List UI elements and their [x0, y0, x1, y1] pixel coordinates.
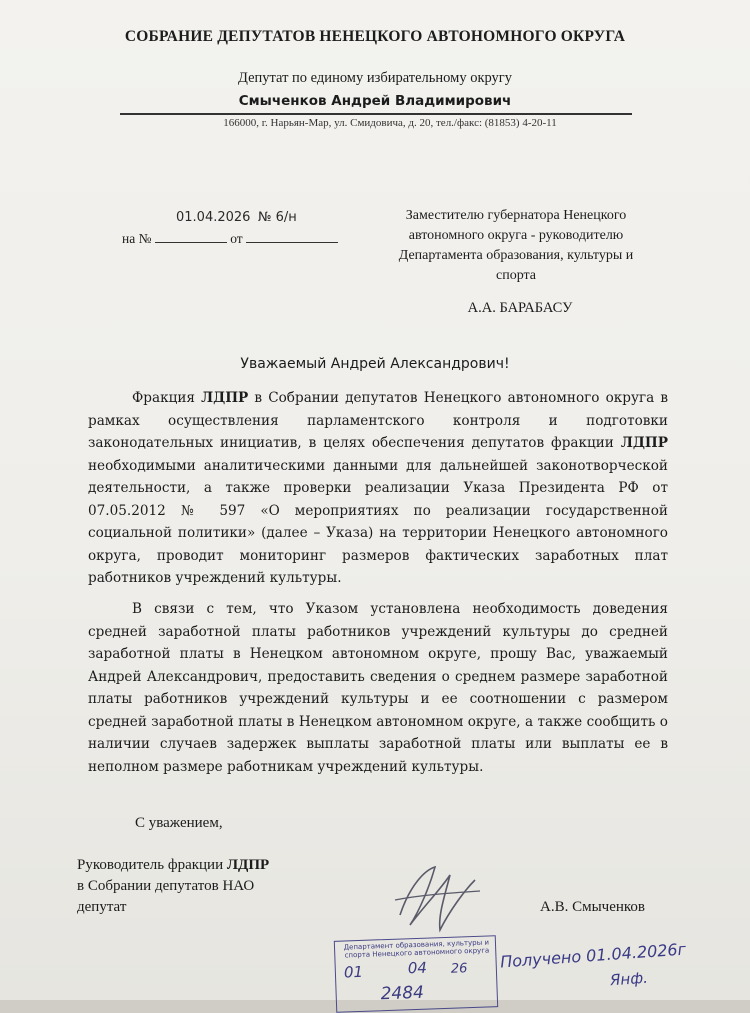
deputy-name: Смыченков Андрей Владимирович — [238, 93, 512, 109]
received-initials: Янф. — [609, 968, 649, 990]
reg-from-blank — [246, 228, 338, 243]
greeting: Уважаемый Андрей Александрович! — [240, 356, 510, 372]
registration-stamp — [334, 935, 498, 1013]
body-paragraph-1: Фракция ЛДПР в Собрании депутатов Ненецкого автономного округа в рамках осуществления парламентского контроля и подготовки законодательных инициатив, в целях обеспечения депутатов фракции ЛДПР необходимыми аналитическими данными для дальнейшей законотворческой деятельности, а также проверки реализации Указа Президента РФ от 07.05.2012 № 597 «О мероприятиях по реализации государственной социальной политики» (далее – Указа) на территории Ненецкого автономного округа, проводит мониторинг размеров фактических заработных плат работников учреждений культуры. — [88, 390, 668, 586]
party-name: ЛДПР — [620, 435, 668, 451]
address-line: 166000, г. Нарьян-Мар, ул. Смидовича, д. 20, тел./факс: (81853) 4-20-11 — [223, 117, 557, 129]
stamp-year: 26 — [450, 961, 468, 977]
stamp-number: 2484 — [380, 982, 425, 1005]
handwritten-signature — [380, 855, 490, 940]
stamp-month: 04 — [407, 958, 428, 978]
party-name: ЛДПР — [201, 390, 249, 406]
addressee-block: Заместителю губернатора Ненецкого автономного округа - руководителю Департамента образования, культуры и спорта — [398, 208, 634, 283]
body-paragraph-2: В связи с тем, что Указом установлена необходимость доведения средней заработной платы работников учреждений культуры до средней заработной платы в Ненецком автономном округе, прошу Вас, уважаемый Андрей Александрович, предоставить сведения о среднем размере заработной платы работников учреждений культуры и ее соотношении с размером средней заработной платы в Ненецком автономном округе, а также сообщить о наличии случаев задержек выплаты заработной платы или выплаты ее в неполном размере работникам учреждений культуры. — [88, 601, 668, 775]
reg-on-label: на № — [122, 231, 152, 246]
received-note: Получено 01.04.2026г — [499, 939, 687, 972]
reg-number-handwritten: № 6/н — [258, 210, 297, 225]
signatory-name: А.В. Смыченков — [540, 899, 645, 915]
stamp-day: 01 — [343, 962, 364, 982]
org-title: СОБРАНИЕ ДЕПУТАТОВ НЕНЕЦКОГО АВТОНОМНОГО ОКРУГА — [124, 28, 626, 45]
addressee-name: А.А. БАРАБАСУ — [467, 300, 573, 316]
deputy-subtitle: Депутат по единому избирательному округу — [238, 70, 512, 86]
stamp-title: Департамент образования, культуры и спорта Ненецкого автономного округа — [343, 938, 490, 960]
closing: С уважением, — [135, 815, 223, 831]
reg-on-blank — [155, 228, 227, 243]
reg-date-handwritten: 01.04.2026 — [176, 210, 251, 225]
signatory-title: Руководитель фракции ЛДПР в Собрании депутатов НАО депутат — [77, 857, 270, 915]
reg-line — [122, 228, 338, 247]
reg-from-label: от — [230, 231, 243, 246]
header-divider — [120, 113, 632, 115]
